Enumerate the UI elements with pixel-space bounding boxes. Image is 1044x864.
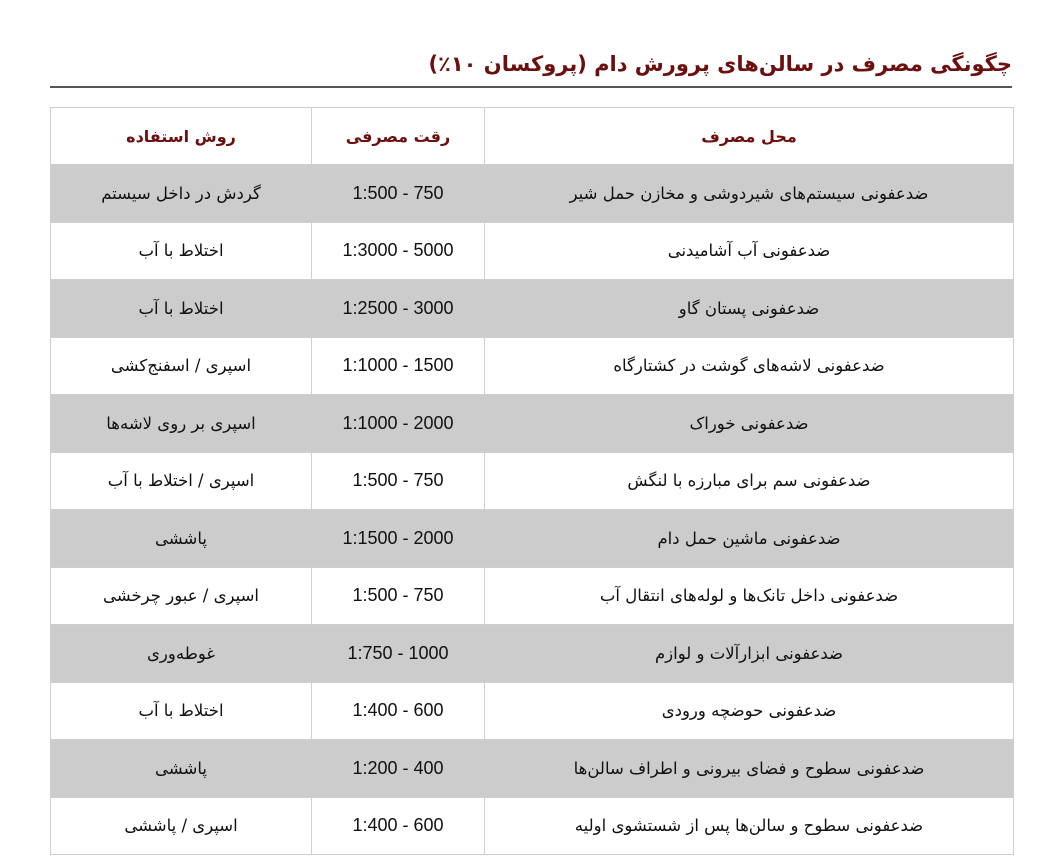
header-method: روش استفاده bbox=[51, 108, 312, 165]
cell-dilution: 1:1500 - 2000 bbox=[312, 510, 485, 568]
cell-place: ضدعفونی ابزارآلات و لوازم bbox=[485, 625, 1014, 683]
cell-method: اسپری / اسفنج‌کشی bbox=[51, 337, 312, 395]
table-row bbox=[51, 797, 1014, 855]
table-row bbox=[51, 510, 1014, 568]
cell-place: ضدعفونی ماشین حمل دام bbox=[485, 510, 1014, 568]
cell-method: اسپری / پاششی bbox=[51, 797, 312, 855]
cell-dilution: 1:750 - 1000 bbox=[312, 625, 485, 683]
table-row bbox=[51, 452, 1014, 510]
cell-place: ضدعفونی پستان گاو bbox=[485, 280, 1014, 338]
table-row bbox=[51, 682, 1014, 740]
header-place: محل مصرف bbox=[485, 108, 1014, 165]
table-header-row bbox=[51, 108, 1014, 165]
cell-method: گردش در داخل سیستم bbox=[51, 165, 312, 223]
cell-method: پاششی bbox=[51, 740, 312, 798]
table-row bbox=[51, 740, 1014, 798]
cell-place: ضدعفونی حوضچه ورودی bbox=[485, 682, 1014, 740]
cell-place: ضدعفونی آب آشامیدنی bbox=[485, 222, 1014, 280]
cell-method: اختلاط با آب bbox=[51, 682, 312, 740]
cell-place: ضدعفونی سطوح و سالن‌ها پس از شستشوی اولیه bbox=[485, 797, 1014, 855]
cell-dilution: 1:500 - 750 bbox=[312, 567, 485, 625]
cell-dilution: 1:1000 - 1500 bbox=[312, 337, 485, 395]
cell-dilution: 1:2500 - 3000 bbox=[312, 280, 485, 338]
cell-place: ضدعفونی سم برای مبارزه با لنگش bbox=[485, 452, 1014, 510]
cell-place: ضدعفونی سطوح و فضای بیرونی و اطراف سالن‌ها bbox=[485, 740, 1014, 798]
cell-method: اختلاط با آب bbox=[51, 280, 312, 338]
cell-method: غوطه‌وری bbox=[51, 625, 312, 683]
cell-dilution: 1:200 - 400 bbox=[312, 740, 485, 798]
cell-place: ضدعفونی سیستم‌های شیردوشی و مخازن حمل شیر bbox=[485, 165, 1014, 223]
cell-dilution: 1:3000 - 5000 bbox=[312, 222, 485, 280]
cell-method: پاششی bbox=[51, 510, 312, 568]
header-dilution: رقت مصرفی bbox=[312, 108, 485, 165]
cell-place: ضدعفونی داخل تانک‌ها و لوله‌های انتقال آب bbox=[485, 567, 1014, 625]
table-row bbox=[51, 567, 1014, 625]
cell-method: اختلاط با آب bbox=[51, 222, 312, 280]
table-row bbox=[51, 165, 1014, 223]
usage-table bbox=[50, 107, 1014, 855]
cell-place: ضدعفونی خوراک bbox=[485, 395, 1014, 453]
table-row bbox=[51, 625, 1014, 683]
cell-dilution: 1:500 - 750 bbox=[312, 452, 485, 510]
page-title: چگونگی مصرف در سالن‌های پرورش دام (پروکسان ۱۰٪) bbox=[428, 52, 1012, 76]
title-divider bbox=[50, 86, 1012, 88]
table-row bbox=[51, 222, 1014, 280]
cell-dilution: 1:500 - 750 bbox=[312, 165, 485, 223]
table-row bbox=[51, 395, 1014, 453]
cell-dilution: 1:1000 - 2000 bbox=[312, 395, 485, 453]
cell-dilution: 1:400 - 600 bbox=[312, 682, 485, 740]
table-row bbox=[51, 280, 1014, 338]
cell-method: اسپری / عبور چرخشی bbox=[51, 567, 312, 625]
cell-place: ضدعفونی لاشه‌های گوشت در کشتارگاه bbox=[485, 337, 1014, 395]
cell-dilution: 1:400 - 600 bbox=[312, 797, 485, 855]
cell-method: اسپری بر روی لاشه‌ها bbox=[51, 395, 312, 453]
cell-method: اسپری / اختلاط با آب bbox=[51, 452, 312, 510]
table-row bbox=[51, 337, 1014, 395]
